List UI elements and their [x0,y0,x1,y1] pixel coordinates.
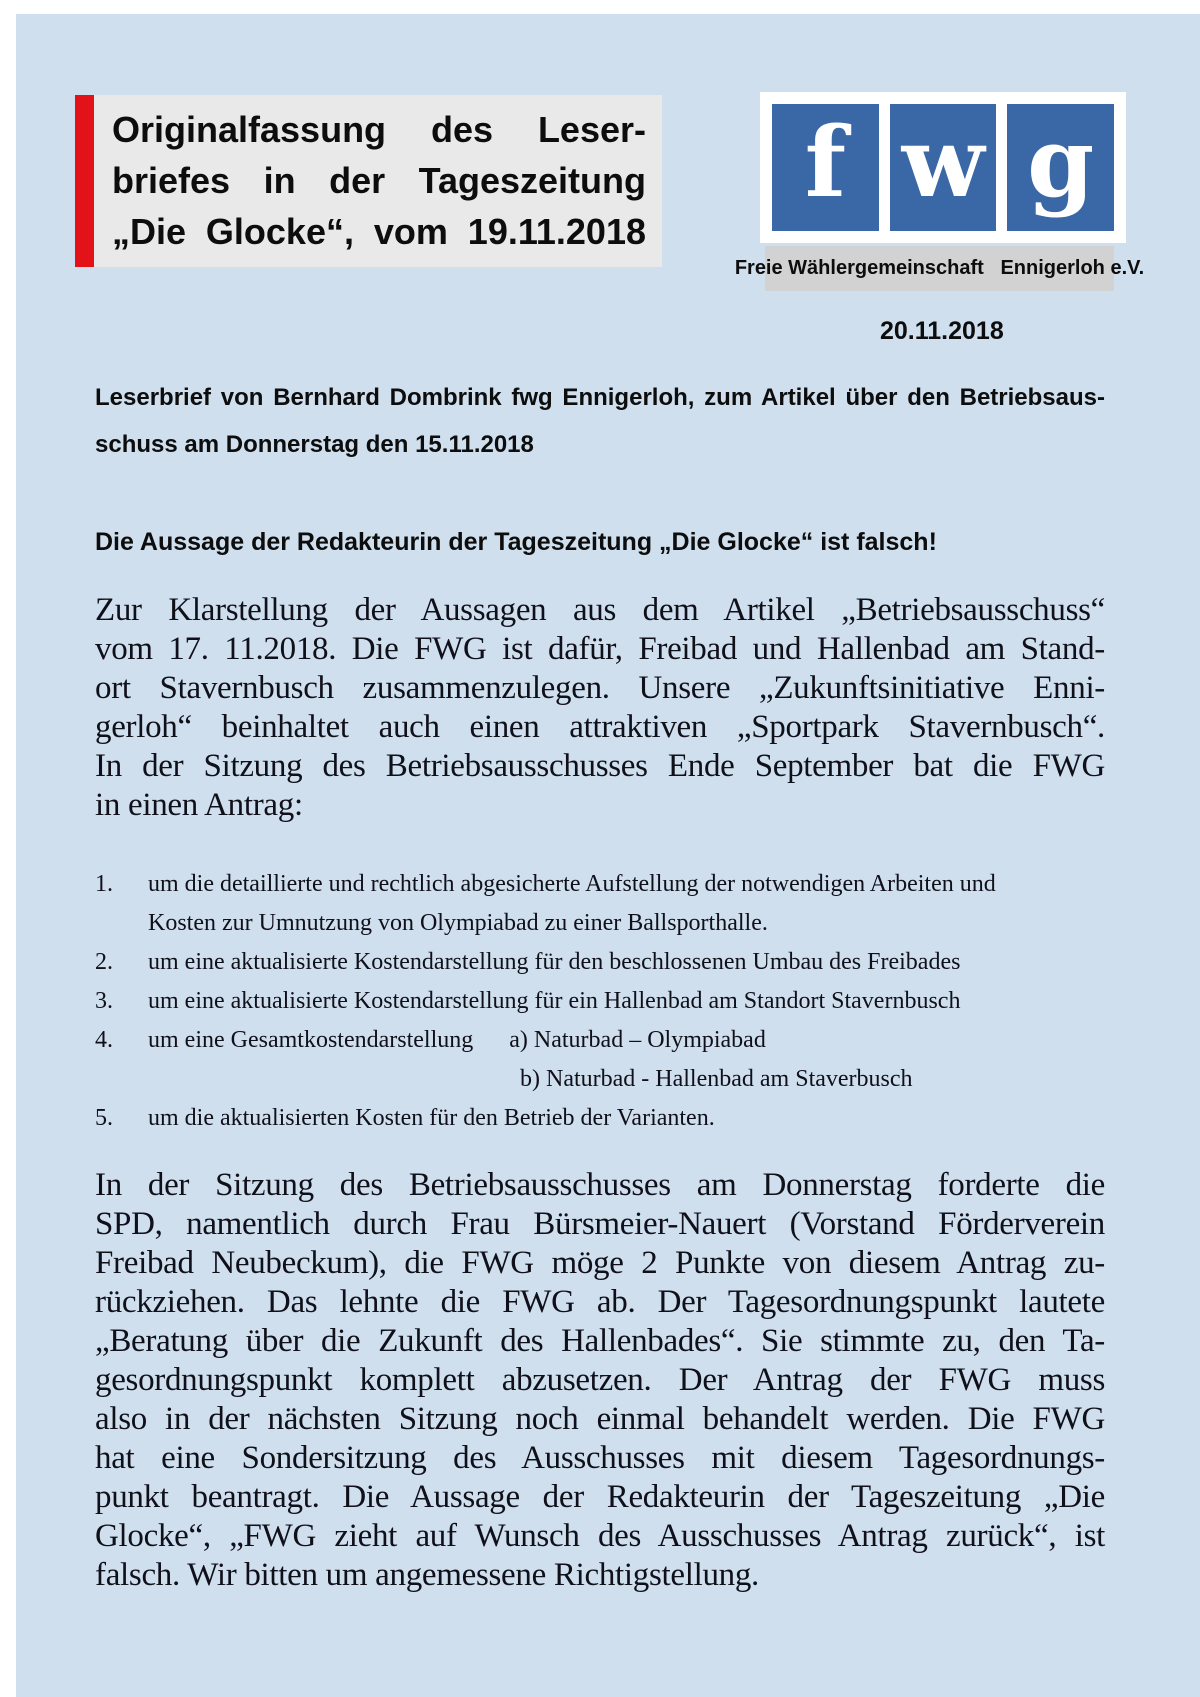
header-box [75,95,662,267]
claim-heading: Die Aussage der Redakteurin der Tageszeitung „Die Glocke“ ist falsch! [95,528,937,556]
text-line: um eine aktualisierte Kostendarstellung für den beschlossenen Umbau des Freibades [148,949,961,975]
text-line: schuss am Donnerstag den 15.11.2018 [95,431,534,458]
text-line: falsch. Wir bitten um angemessene Richtigstellung. [95,1557,759,1593]
demand-list [95,865,1105,1138]
page [16,14,1200,1697]
text-line: punkt beantragt. Die Aussage der Redakteurin der Tageszeitung „Die [95,1479,1105,1515]
text-line: Zur Klarstellung der Aussagen aus dem Artikel „Betriebsausschuss“ [95,592,1105,628]
text-line: Leserbrief von Bernhard Dombrink fwg Ennigerloh, zum Artikel über den Betriebsaus- [95,384,1105,411]
text-line: um die detaillierte und rechtlich abgesicherte Aufstellung der notwendigen Arbeiten und [148,871,996,897]
text-line: Originalfassung des Leser- [112,109,646,150]
list-item-number: 5. [95,1105,113,1131]
list-item-number: 4. [95,1027,113,1053]
text-line: In der Sitzung des Betriebsausschusses am Donnerstag forderte die [95,1167,1105,1203]
text-line: „Die Glocke“, vom 19.11.2018 [112,211,646,252]
text-line: b) Naturbad - Hallenbad am Staverbusch [520,1066,913,1092]
text-line: um eine Gesamtkostendarstellung a) Naturbad – Olympiabad [148,1027,766,1053]
date-label: 20.11.2018 [880,317,1004,345]
text-line: Glocke“, „FWG zieht auf Wunsch des Ausschusses Antrag zurück“, ist [95,1518,1105,1554]
fwg-logo [760,92,1126,243]
list-item [95,1099,1105,1138]
text-line: um eine aktualisierte Kostendarstellung für ein Hallenbad am Standort Stavernbusch [148,988,961,1014]
letter-content [95,374,1105,1595]
text-line: rückziehen. Das lehnte die FWG ab. Der Tagesordnungspunkt lautete [95,1284,1105,1320]
text-line: also in der nächsten Sitzung noch einmal behandelt werden. Die FWG [95,1401,1105,1437]
logo-letter-f: f [772,104,879,231]
list-item [95,1021,1105,1099]
text-line: vom 17. 11.2018. Die FWG ist dafür, Freibad und Hallenbad am Stand- [95,631,1105,667]
letter-heading [95,374,1105,468]
list-item-number: 1. [95,871,113,897]
text-line: In der Sitzung des Betriebsausschusses Ende September bat die FWG [95,748,1105,784]
list-item [95,982,1105,1021]
text-line: hat eine Sondersitzung des Ausschusses mit diesem Tagesordnungs- [95,1440,1105,1476]
paragraph-1 [95,591,1105,825]
text-line: in einen Antrag: [95,787,303,823]
logo-caption: Freie Wählergemeinschaft Ennigerloh e.V. [765,246,1114,291]
text-line: um die aktualisierten Kosten für den Betrieb der Varianten. [148,1105,715,1131]
list-item [95,865,1105,943]
text-line: „Beratung über die Zukunft des Hallenbades“. Sie stimmte zu, den Ta- [95,1323,1105,1359]
text-line: Freibad Neubeckum), die FWG möge 2 Punkte von diesem Antrag zu- [95,1245,1105,1281]
text-line: briefes in der Tageszeitung [112,160,646,201]
list-item-number: 2. [95,949,113,975]
page-title [94,95,662,267]
logo-letter-w: w [890,104,997,231]
text-line: gesordnungspunkt komplett abzusetzen. Der Antrag der FWG muss [95,1362,1105,1398]
text-line: SPD, namentlich durch Frau Bürsmeier-Nauert (Vorstand Förderverein [95,1206,1105,1242]
text-line: Kosten zur Umnutzung von Olympiabad zu einer Ballsporthalle. [148,910,768,936]
list-item [95,943,1105,982]
text-line: ort Stavernbusch zusammenzulegen. Unsere „Zukunftsinitiative Enni- [95,670,1105,706]
list-item-number: 3. [95,988,113,1014]
text-line: gerloh“ beinhaltet auch einen attraktiven „Sportpark Stavernbusch“. [95,709,1105,745]
paragraph-2 [95,1166,1105,1595]
logo-letter-g: g [1007,104,1114,231]
red-accent-bar [75,95,94,267]
